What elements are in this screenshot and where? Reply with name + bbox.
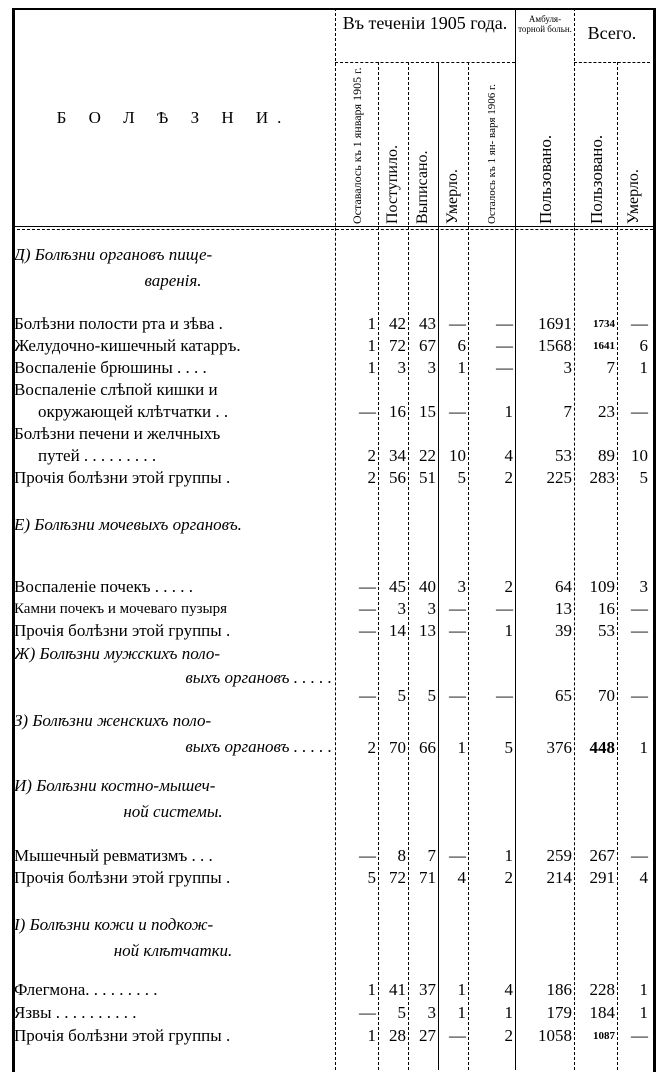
cell: 1 (367, 1026, 376, 1045)
cell: 4 (639, 868, 648, 887)
cell: — (449, 846, 466, 865)
table-row (14, 685, 650, 707)
cell: — (449, 314, 466, 333)
cell: 4 (504, 980, 513, 999)
table-row (14, 313, 650, 335)
cell: 41 (389, 980, 406, 999)
row-label: Прочія болѣзни этой группы . (14, 1026, 231, 1045)
cell: 5 (457, 468, 466, 487)
cell: — (496, 686, 513, 705)
cell: 43 (419, 314, 436, 333)
cell: 2 (504, 868, 513, 887)
cell: 27 (419, 1026, 436, 1045)
cell: 179 (546, 1003, 572, 1022)
section-title-cont: варенія. (144, 271, 202, 290)
cell: 376 (546, 738, 572, 757)
cell: 225 (546, 468, 572, 487)
table-row (14, 620, 650, 642)
cell: 1 (639, 358, 648, 377)
header-bottom-line-2 (12, 229, 653, 230)
row-label: Воспаленіе слѣпой кишки и (14, 380, 218, 399)
col-sep (438, 62, 439, 1070)
row-label: Желудочно-кишечный катарръ. (14, 336, 241, 355)
cell: 1 (504, 846, 513, 865)
table-row (14, 423, 650, 467)
cell: 28 (389, 1026, 406, 1045)
cell: — (496, 358, 513, 377)
row-label: Прочія болѣзни этой группы . (14, 868, 231, 887)
cell: 1568 (538, 336, 572, 355)
cell: 2 (367, 738, 376, 757)
row-label: Камни почекъ и мочеваго пузыря (14, 601, 227, 617)
cell: 70 (389, 738, 406, 757)
cell: — (496, 314, 513, 333)
cell: 1058 (538, 1026, 572, 1045)
cell: — (449, 686, 466, 705)
col-sep (617, 62, 618, 1070)
row-label: Прочія болѣзни этой группы . (14, 468, 231, 487)
cell: 1 (367, 314, 376, 333)
col-sep (468, 62, 469, 1070)
cell: 4 (457, 868, 466, 887)
cell: 8 (397, 846, 406, 865)
header-bottom-line (12, 226, 653, 227)
cell: 3 (397, 358, 406, 377)
cell: 6 (639, 336, 648, 355)
row-label: Флегмона. . . . . . . . . (14, 980, 158, 999)
col-sep (574, 8, 575, 1070)
cell: — (631, 599, 648, 618)
group-header-during-year: Въ теченіи 1905 года. (342, 13, 508, 33)
cell: 23 (598, 402, 615, 421)
table-row (14, 335, 650, 357)
cell: 3 (397, 599, 406, 618)
row-label: Мышечный ревматизмъ . . . (14, 846, 213, 865)
cell: 3 (427, 358, 436, 377)
cell: 186 (546, 980, 572, 999)
table-row (14, 845, 650, 867)
cell: — (449, 599, 466, 618)
cell: — (359, 1003, 376, 1022)
header-split-line (335, 62, 515, 63)
cell: 40 (419, 577, 436, 596)
cell: 1 (457, 980, 466, 999)
cell: 16 (389, 402, 406, 421)
cell: 3 (427, 1003, 436, 1022)
col-sep (335, 8, 336, 1070)
cell: 1 (367, 358, 376, 377)
table-row (14, 576, 650, 598)
table-row (14, 357, 650, 379)
cell: 3 (563, 358, 572, 377)
col-header-admitted: Поступило. (384, 145, 401, 224)
col-header-remained-end: Осталось къ 1 ян- варя 1906 г. (486, 83, 498, 224)
cell: — (359, 846, 376, 865)
col-sep (515, 8, 516, 1070)
row-label: Воспаленіе брюшины . . . . (14, 358, 207, 377)
section-title: И) Болѣзни костно-мышеч- (14, 776, 216, 795)
cell: 13 (419, 621, 436, 640)
cell: 15 (419, 402, 436, 421)
cell: — (631, 686, 648, 705)
cell: 3 (457, 577, 466, 596)
cell: 89 (598, 446, 615, 465)
cell: 5 (397, 1003, 406, 1022)
cell: 1691 (538, 314, 572, 333)
section-urinary (14, 512, 332, 538)
cell: 64 (555, 577, 572, 596)
cell: 10 (449, 446, 466, 465)
col-header-died: Умерло. (444, 169, 461, 224)
section-title: Е) Болѣзни мочевыхъ органовъ. (14, 515, 242, 534)
cell: 7 (606, 358, 615, 377)
cell: 3 (639, 577, 648, 596)
cell: 5 (367, 868, 376, 887)
cell: 5 (639, 468, 648, 487)
cell: 7 (427, 846, 436, 865)
cell: 39 (555, 621, 572, 640)
col-sep (408, 62, 409, 1070)
cell: 1087 (593, 1030, 615, 1042)
cell: 283 (589, 468, 615, 487)
cell: — (449, 402, 466, 421)
row-label: Воспаленіе почекъ . . . . . (14, 577, 194, 596)
diseases-column-header: Б О Л Ѣ З Н И. (56, 108, 291, 127)
col-header-total-died: Умерло. (625, 169, 642, 224)
header-split-line-total (574, 62, 650, 63)
cell: 214 (546, 868, 572, 887)
cell: 5 (504, 738, 513, 757)
col-header-remained-start: Оставалось къ 1 января 1905 г. (350, 67, 364, 224)
cell: — (449, 621, 466, 640)
section-title: Ж) Болѣзни мужскихъ поло- (14, 644, 221, 663)
row-label: Болѣзни полости рта и зѣва . (14, 314, 223, 333)
cell: 1734 (593, 318, 615, 330)
cell: 184 (589, 1003, 615, 1022)
group-header-total: Всего. (587, 23, 637, 43)
cell: 2 (367, 468, 376, 487)
cell: 65 (555, 686, 572, 705)
cell: — (631, 621, 648, 640)
cell: 53 (555, 446, 572, 465)
row-label-cont: окружающей клѣтчатки . . (38, 402, 229, 421)
cell: 7 (563, 402, 572, 421)
cell: 67 (419, 336, 436, 355)
cell: 3 (427, 599, 436, 618)
cell: 1 (367, 980, 376, 999)
section-title: З) Болѣзни женскихъ поло- (14, 711, 212, 730)
cell: 10 (631, 446, 648, 465)
cell: 448 (589, 738, 615, 757)
cell: 14 (389, 621, 406, 640)
cell: 5 (427, 686, 436, 705)
col-header-total-treated: Пользовано. (587, 134, 606, 224)
table-row (14, 1002, 650, 1024)
row-label: Прочія болѣзни этой группы . (14, 621, 231, 640)
table-row (14, 737, 650, 759)
cell: 1 (457, 738, 466, 757)
cell: 6 (457, 336, 466, 355)
cell: 2 (504, 1026, 513, 1045)
cell: 51 (419, 468, 436, 487)
section-title-cont: ной клѣтчатки. (113, 941, 233, 960)
table-row (14, 867, 650, 889)
section-skin (14, 912, 332, 964)
cell: — (631, 1026, 648, 1045)
cell: 5 (397, 686, 406, 705)
section-musculoskeletal (14, 773, 332, 825)
cell: 22 (419, 446, 436, 465)
section-digestive (14, 242, 332, 294)
cell: 72 (389, 868, 406, 887)
cell: — (496, 336, 513, 355)
cell: 267 (589, 846, 615, 865)
section-title: І) Болѣзни кожи и подкож- (14, 915, 214, 934)
table-row (14, 379, 650, 423)
cell: 1 (457, 1003, 466, 1022)
cell: — (359, 599, 376, 618)
cell: — (449, 1026, 466, 1045)
group-header-ambulatory: Амбуля- торной больн. (518, 14, 572, 34)
cell: 1 (367, 336, 376, 355)
cell: 1 (504, 1003, 513, 1022)
row-label-cont: путей . . . . . . . . . (38, 446, 157, 465)
table-row (14, 598, 650, 620)
cell: 71 (419, 868, 436, 887)
cell: — (496, 599, 513, 618)
cell: 228 (589, 980, 615, 999)
col-header-ambulatory-treated: Пользовано. (536, 134, 555, 224)
col-sep (378, 62, 379, 1070)
cell: 291 (589, 868, 615, 887)
cell: 109 (589, 577, 615, 596)
cell: 72 (389, 336, 406, 355)
cell: 259 (546, 846, 572, 865)
cell: — (359, 621, 376, 640)
table-row (14, 1025, 650, 1047)
section-title-cont: выхъ органовъ . . . . . (185, 737, 332, 756)
cell: 1 (504, 621, 513, 640)
cell: — (631, 402, 648, 421)
cell: 56 (389, 468, 406, 487)
cell: 4 (504, 446, 513, 465)
cell: 2 (504, 468, 513, 487)
cell: 16 (598, 599, 615, 618)
cell: 34 (389, 446, 406, 465)
cell: 53 (598, 621, 615, 640)
cell: 1 (504, 402, 513, 421)
cell: — (359, 402, 376, 421)
cell: 42 (389, 314, 406, 333)
cell: 1 (639, 1003, 648, 1022)
row-label: Болѣзни печени и желчныхъ (14, 424, 221, 443)
section-title: Д) Болѣзни органовъ пище- (14, 245, 213, 264)
cell: 45 (389, 577, 406, 596)
cell: 1 (639, 738, 648, 757)
section-title-cont: выхъ органовъ . . . . . (185, 668, 332, 687)
row-label: Язвы . . . . . . . . . . (14, 1003, 137, 1022)
cell: — (631, 314, 648, 333)
table-row (14, 979, 650, 1001)
cell: — (631, 846, 648, 865)
cell: 1 (457, 358, 466, 377)
cell: 1641 (593, 340, 615, 352)
col-header-discharged: Выписано. (414, 150, 431, 224)
cell: 37 (419, 980, 436, 999)
section-male-genital (14, 642, 332, 690)
cell: — (359, 577, 376, 596)
cell: 2 (367, 446, 376, 465)
cell: 1 (639, 980, 648, 999)
cell: 2 (504, 577, 513, 596)
cell: 66 (419, 738, 436, 757)
table-row (14, 467, 650, 489)
cell: 13 (555, 599, 572, 618)
cell: 70 (598, 686, 615, 705)
section-title-cont: ной системы. (123, 802, 223, 821)
cell: — (359, 686, 376, 705)
